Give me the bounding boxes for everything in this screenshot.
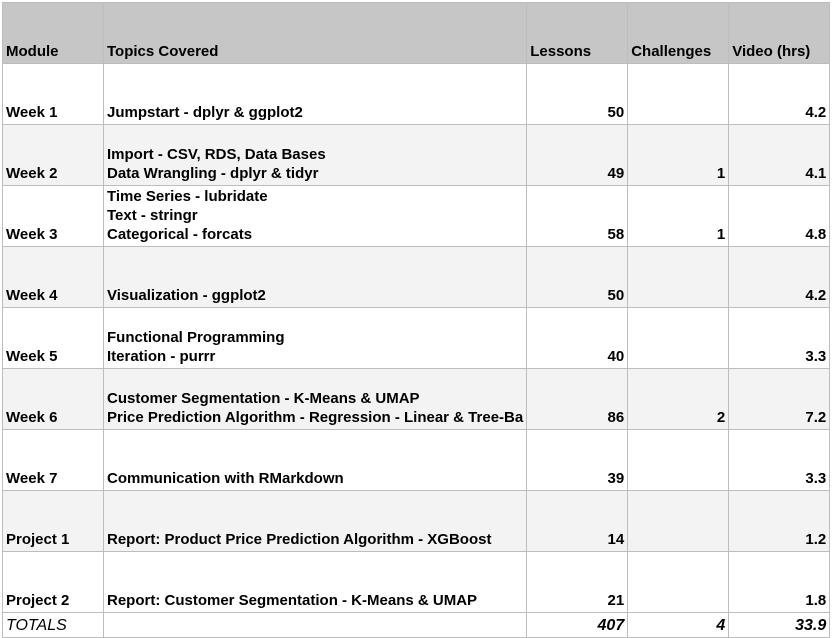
topic-line: Data Wrangling - dplyr & tidyr <box>107 165 319 182</box>
table-body <box>3 64 830 613</box>
module-cell[interactable]: Week 2 <box>3 125 104 186</box>
totals-video[interactable]: 33.9 <box>729 613 830 638</box>
module-cell[interactable]: Week 1 <box>3 64 104 125</box>
video-cell[interactable]: 4.1 <box>729 125 830 186</box>
topic-line: Categorical - forcats <box>107 226 253 243</box>
lessons-cell[interactable]: 58 <box>527 186 628 247</box>
topic-line: Jumpstart - dplyr & ggplot2 <box>107 104 303 121</box>
video-cell[interactable]: 4.8 <box>729 186 830 247</box>
challenges-cell[interactable] <box>628 64 729 125</box>
lessons-cell[interactable]: 21 <box>527 552 628 613</box>
challenges-cell[interactable] <box>628 552 729 613</box>
topic-line: Iteration - purrr <box>107 348 216 365</box>
topic-line: Import - CSV, RDS, Data Bases <box>107 146 326 163</box>
topic-line: Visualization - ggplot2 <box>107 287 266 304</box>
challenges-cell[interactable]: 2 <box>628 369 729 430</box>
module-cell[interactable]: Project 2 <box>3 552 104 613</box>
table-row <box>3 430 830 491</box>
challenges-cell[interactable]: 1 <box>628 186 729 247</box>
topics-cell[interactable] <box>104 125 527 186</box>
video-cell[interactable]: 3.3 <box>729 308 830 369</box>
lessons-cell[interactable]: 39 <box>527 430 628 491</box>
header-module[interactable]: Module <box>3 3 104 64</box>
header-topics[interactable]: Topics Covered <box>104 3 527 64</box>
header-row <box>3 3 830 64</box>
totals-challenges[interactable]: 4 <box>628 613 729 638</box>
video-cell[interactable]: 1.8 <box>729 552 830 613</box>
topics-cell[interactable] <box>104 491 527 552</box>
totals-lessons[interactable]: 407 <box>527 613 628 638</box>
topics-cell[interactable] <box>104 186 527 247</box>
lessons-cell[interactable]: 40 <box>527 308 628 369</box>
topic-line: Text - stringr <box>107 207 198 224</box>
header-challenges[interactable]: Challenges <box>628 3 729 64</box>
module-cell[interactable]: Project 1 <box>3 491 104 552</box>
lessons-cell[interactable]: 50 <box>527 64 628 125</box>
table-row <box>3 491 830 552</box>
video-cell[interactable]: 7.2 <box>729 369 830 430</box>
lessons-cell[interactable]: 14 <box>527 491 628 552</box>
topics-cell[interactable] <box>104 247 527 308</box>
table-row <box>3 369 830 430</box>
table-row <box>3 308 830 369</box>
video-cell[interactable]: 3.3 <box>729 430 830 491</box>
topic-line: Price Prediction Algorithm - Regression - Linear & Tree-Ba <box>107 409 524 426</box>
lessons-cell[interactable]: 86 <box>527 369 628 430</box>
challenges-cell[interactable] <box>628 491 729 552</box>
video-cell[interactable]: 4.2 <box>729 247 830 308</box>
table-row <box>3 552 830 613</box>
topics-cell[interactable] <box>104 552 527 613</box>
module-cell[interactable]: Week 5 <box>3 308 104 369</box>
challenges-cell[interactable] <box>628 308 729 369</box>
module-cell[interactable]: Week 3 <box>3 186 104 247</box>
video-cell[interactable]: 4.2 <box>729 64 830 125</box>
module-cell[interactable]: Week 4 <box>3 247 104 308</box>
challenges-cell[interactable]: 1 <box>628 125 729 186</box>
header-lessons[interactable]: Lessons <box>527 3 628 64</box>
video-cell[interactable]: 1.2 <box>729 491 830 552</box>
module-cell[interactable]: Week 6 <box>3 369 104 430</box>
table-row <box>3 125 830 186</box>
lessons-cell[interactable]: 49 <box>527 125 628 186</box>
table-row <box>3 247 830 308</box>
challenges-cell[interactable] <box>628 430 729 491</box>
topics-cell[interactable] <box>104 430 527 491</box>
topic-line: Time Series - lubridate <box>107 188 268 205</box>
lessons-cell[interactable]: 50 <box>527 247 628 308</box>
topic-line: Report: Customer Segmentation - K-Means & UMAP <box>107 592 478 609</box>
challenges-cell[interactable] <box>628 247 729 308</box>
topics-cell[interactable] <box>104 64 527 125</box>
topic-line: Functional Programming <box>107 329 285 346</box>
course-table <box>2 2 830 638</box>
table-row <box>3 186 830 247</box>
table-row <box>3 64 830 125</box>
header-video[interactable]: Video (hrs) <box>729 3 830 64</box>
topic-line: Report: Product Price Prediction Algorithm - XGBoost <box>107 531 492 548</box>
totals-label[interactable]: TOTALS <box>3 613 104 638</box>
topic-line: Communication with RMarkdown <box>107 470 344 487</box>
topic-line: Customer Segmentation - K-Means & UMAP <box>107 390 420 407</box>
module-cell[interactable]: Week 7 <box>3 430 104 491</box>
topics-cell[interactable] <box>104 308 527 369</box>
topics-cell[interactable] <box>104 369 527 430</box>
